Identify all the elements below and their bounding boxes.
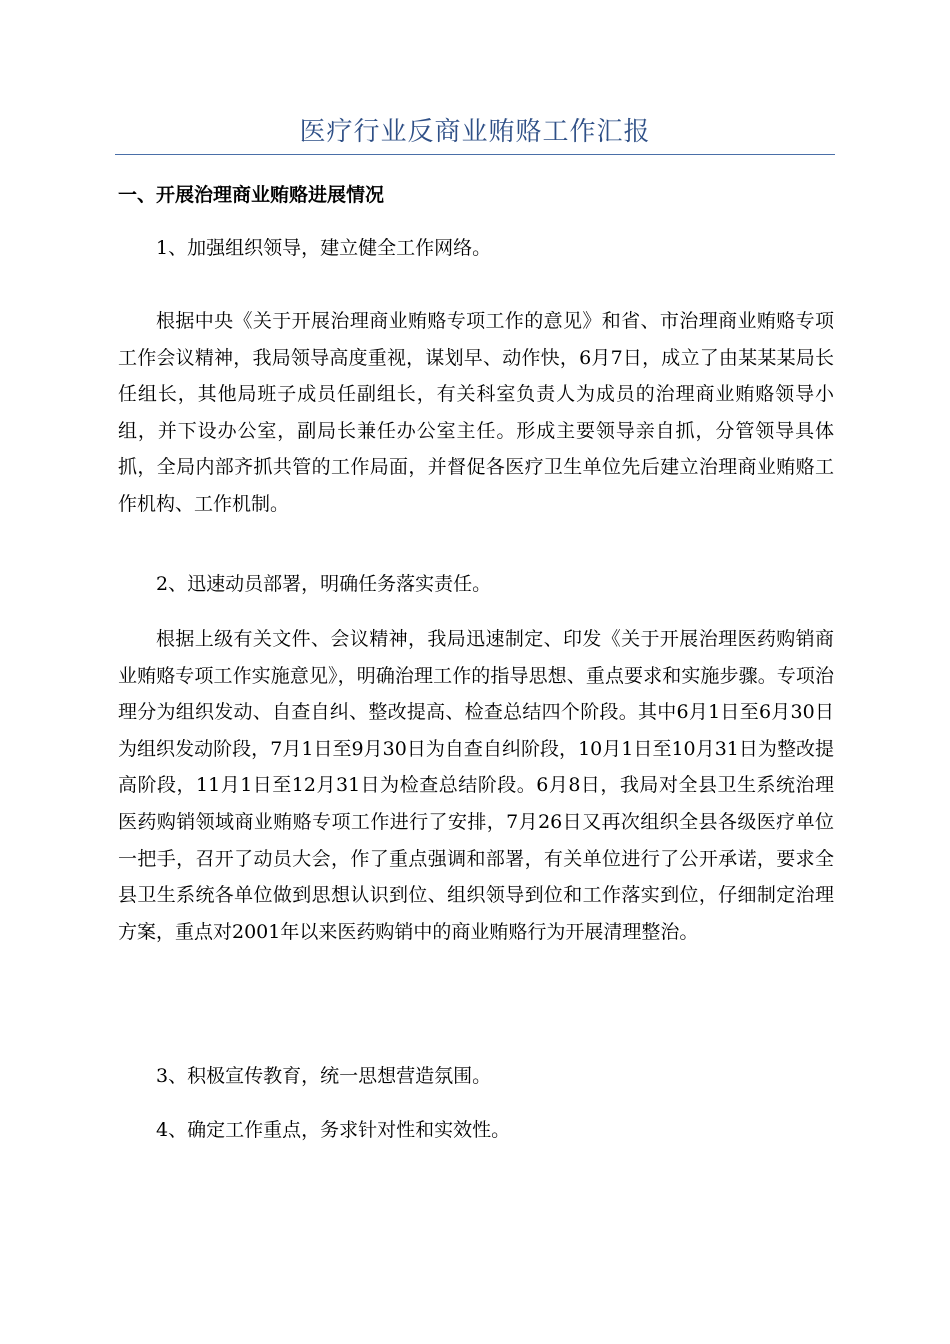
item1-paragraph: 根据中央《关于开展治理商业贿赂专项工作的意见》和省、市治理商业贿赂专项工作会议精神，我局领导高度重视，谋划早、动作快，6月7日，成立了由某某某局长任组长，其他局班子成员任副组长，有关科室负责人为成员的治理商业贿赂领导小组，并下设办公室，副局长兼任办公室主任。形成主要领导亲自抓，分管领导具体抓，全局内部齐抓共管的工作局面，并督促各医疗卫生单位先后建立治理商业贿赂工作机构、工作机制。 [118,310,834,515]
item1-heading: 1、加强组织领导，建立健全工作网络。 [156,237,492,259]
section-heading: 一、开展治理商业贿赂进展情况 [118,184,385,206]
document-title: 医疗行业反商业贿赂工作汇报 [299,117,651,147]
item2-heading: 2、迅速动员部署，明确任务落实责任。 [156,573,492,595]
item4-heading: 4、确定工作重点，务求针对性和实效性。 [156,1119,511,1141]
item3-heading: 3、积极宣传教育，统一思想营造氛围。 [156,1065,492,1087]
item2-paragraph: 根据上级有关文件、会议精神，我局迅速制定、印发《关于开展治理医药购销商业贿赂专项工作实施意见》，明确治理工作的指导思想、重点要求和实施步骤。专项治理分为组织发动、自查自纠、整改提高、检查总结四个阶段。其中6月1日至6月30日为组织发动阶段，7月1日至9月30日为自查自纠阶段，10月1日至10月31日为整改提高阶段，11月1日至12月31日为检查总结阶段。6月8日，我局对全县卫生系统治理医药购销领域商业贿赂专项工作进行了安排，7月26日又再次组织全县各级医疗单位一把手，召开了动员大会，作了重点强调和部署，有关单位进行了公开承诺，要求全县卫生系统各单位做到思想认识到位、组织领导到位和工作落实到位，仔细制定治理方案，重点对2001年以来医药购销中的商业贿赂行为开展清理整治。 [118,628,834,943]
title-underline [115,154,835,155]
